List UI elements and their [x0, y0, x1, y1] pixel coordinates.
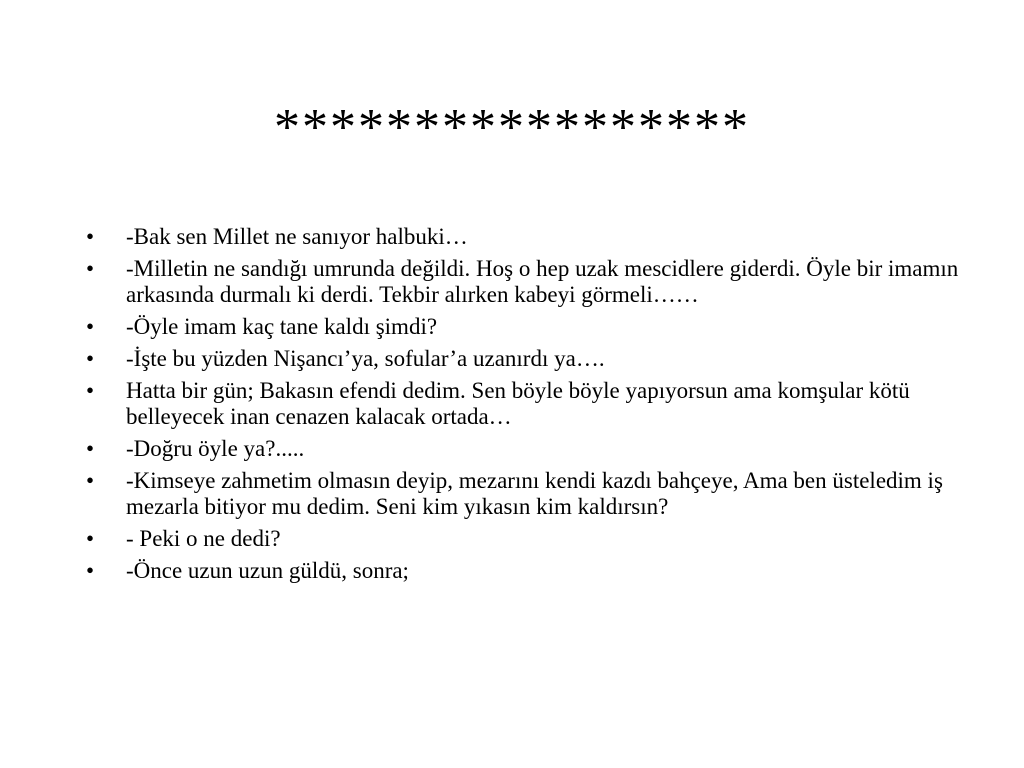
bullet-list: [86, 224, 966, 590]
bullet-text: - Peki o ne dedi?: [126, 526, 281, 551]
bullet-item-8: [86, 526, 966, 552]
bullet-dot-icon: •: [86, 526, 95, 551]
bullet-dot-icon: •: [86, 378, 95, 403]
bullet-dot-icon: •: [86, 224, 95, 249]
bullet-text: -Öyle imam kaç tane kaldı şimdi?: [126, 314, 438, 339]
bullet-text: Hatta bir gün; Bakasın efendi dedim. Sen böyle böyle yapıyorsun ama komşular kötü belleyecek inan cenazen kalacak ortada…: [126, 378, 910, 429]
bullet-text: -Milletin ne sandığı umrunda değildi. Hoş o hep uzak mescidlere giderdi. Öyle bir imamın arkasında durmalı ki derdi. Tekbir alırken kabeyi görmeli……: [126, 256, 959, 307]
bullet-dot-icon: •: [86, 346, 95, 371]
bullet-text: -İşte bu yüzden Nişancı’ya, sofular’a uzanırdı ya….: [126, 346, 605, 371]
bullet-dot-icon: •: [86, 558, 95, 583]
bullet-dot-icon: •: [86, 436, 95, 461]
bullet-dot-icon: •: [86, 256, 95, 281]
slide-title: *****************: [274, 99, 750, 156]
bullet-dot-icon: •: [86, 468, 95, 493]
bullet-text: -Önce uzun uzun güldü, sonra;: [126, 558, 409, 583]
bullet-item-3: [86, 314, 966, 340]
bullet-text: -Doğru öyle ya?.....: [126, 436, 305, 461]
bullet-item-7: [86, 468, 966, 520]
bullet-text: -Bak sen Millet ne sanıyor halbuki…: [126, 224, 468, 249]
bullet-text: -Kimseye zahmetim olmasın deyip, mezarını kendi kazdı bahçeye, Ama ben üsteledim iş mezarla bitiyor mu dedim. Seni kim yıkasın kim kaldırsın?: [126, 468, 943, 519]
bullet-item-2: [86, 256, 966, 308]
bullet-item-5: [86, 378, 966, 430]
bullet-dot-icon: •: [86, 314, 95, 339]
bullet-item-4: [86, 346, 966, 372]
bullet-item-6: [86, 436, 966, 462]
bullet-item-9: [86, 558, 966, 584]
bullet-item-1: [86, 224, 966, 250]
